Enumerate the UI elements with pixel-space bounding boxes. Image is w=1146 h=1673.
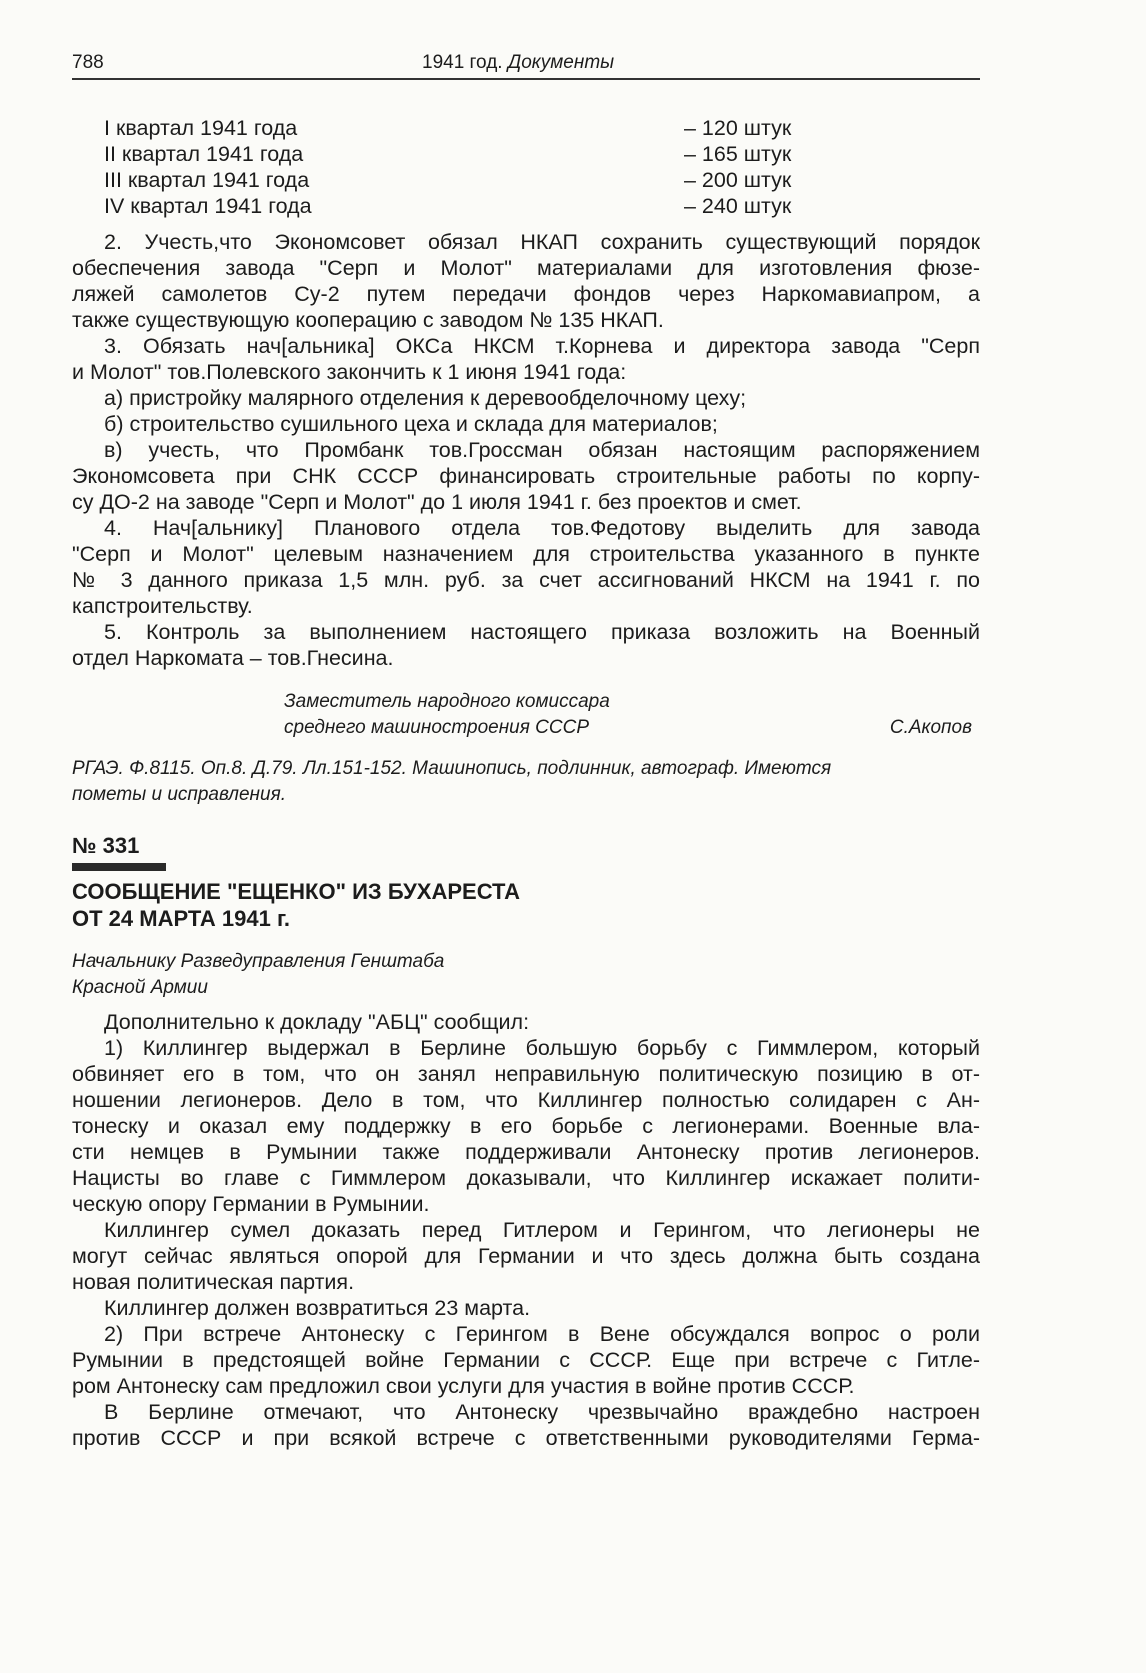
paragraph bbox=[72, 1035, 980, 1217]
quarter-row bbox=[72, 115, 980, 141]
page-number: 788 bbox=[72, 52, 104, 73]
text-line: против СССР и при всякой встрече с ответственными руководителями Герма- bbox=[72, 1426, 980, 1450]
text-line: отдел Наркомата – тов.Гнесина. bbox=[72, 646, 394, 670]
quarter-row bbox=[72, 167, 980, 193]
text-line: "Серп и Молот" целевым назначением для строительства указанного в пункте bbox=[72, 542, 980, 566]
title-line-2: ОТ 24 МАРТА 1941 г. bbox=[72, 906, 291, 931]
text-line: Дополнительно к докладу "АБЦ" сообщил: bbox=[104, 1010, 530, 1034]
document-number: № 331 bbox=[72, 833, 140, 858]
text-line: 1) Киллингер выдержал в Берлине большую борьбу с Гиммлером, который bbox=[104, 1036, 980, 1060]
archival-source bbox=[72, 756, 980, 808]
paragraph bbox=[72, 515, 980, 619]
text-line: ляжей самолетов Су-2 путем передачи фондов через Наркомавиапром, а bbox=[72, 282, 980, 306]
addressee-line-2: Красной Армии bbox=[72, 977, 208, 998]
text-line: Киллингер должен возвратиться 23 марта. bbox=[104, 1296, 531, 1320]
text-line: ческую опору Германии в Румынии. bbox=[72, 1192, 430, 1216]
quarter-value: – 240 штук bbox=[684, 194, 792, 218]
paragraph bbox=[72, 1217, 980, 1295]
paragraph bbox=[72, 1399, 980, 1451]
addressee-line-1: Начальнику Разведуправления Генштаба bbox=[72, 951, 445, 972]
quarter-value: – 165 штук bbox=[684, 142, 792, 166]
signer-position-2: среднего машиностроения СССР bbox=[284, 717, 590, 738]
paragraph bbox=[72, 385, 980, 411]
paragraph bbox=[72, 1321, 980, 1399]
quarter-row bbox=[72, 141, 980, 167]
quarter-value: – 120 штук bbox=[684, 116, 792, 140]
text-line: 2) При встрече Антонеску с Герингом в Вене обсуждался вопрос о роли bbox=[104, 1322, 980, 1346]
paragraph bbox=[72, 619, 980, 671]
quarter-label: I квартал 1941 года bbox=[104, 116, 298, 140]
text-line: Экономсовета при СНК СССР финансировать строительные работы по корпу- bbox=[72, 464, 980, 488]
text-line: 5. Контроль за выполнением настоящего приказа возложить на Военный bbox=[104, 620, 980, 644]
quarter-label: III квартал 1941 года bbox=[104, 168, 310, 192]
text-line: № 3 данного приказа 1,5 млн. руб. за счет ассигнований НКСМ на 1941 г. по bbox=[72, 568, 980, 592]
paragraph bbox=[72, 437, 980, 515]
paragraph bbox=[72, 229, 980, 333]
source-line-1: РГАЭ. Ф.8115. Оп.8. Д.79. Лл.151-152. Машинопись, подлинник, автограф. Имеются bbox=[72, 758, 832, 779]
signer-position-1: Заместитель народного комиссара bbox=[284, 691, 610, 712]
text-line: Нацисты во главе с Гиммлером доказывали, что Киллингер искажает полити- bbox=[72, 1166, 980, 1190]
text-line: су ДО-2 на заводе "Серп и Молот" до 1 июля 1941 г. без проектов и смет. bbox=[72, 490, 802, 514]
title-line-1: СООБЩЕНИЕ "ЕЩЕНКО" ИЗ БУХАРЕСТА bbox=[72, 879, 520, 904]
quarter-label: IV квартал 1941 года bbox=[104, 194, 312, 218]
signer-position-2-row bbox=[72, 715, 980, 741]
text-line: могут сейчас являться опорой для Германии и что здесь должна быть создана bbox=[72, 1244, 980, 1268]
text-line: обеспечения завода "Серп и Молот" материалами для изготовления фюзе- bbox=[72, 256, 980, 280]
quarter-label: II квартал 1941 года bbox=[104, 142, 304, 166]
text-line: сти немцев в Румынии также поддерживали Антонеску против легионеров. bbox=[72, 1140, 980, 1164]
text-line: а) пристройку малярного отделения к деревообделочному цеху; bbox=[104, 386, 747, 410]
text-line: ром Антонеску сам предложил свои услуги для участия в войне против СССР. bbox=[72, 1374, 855, 1398]
quarter-list bbox=[72, 115, 980, 219]
running-title bbox=[422, 52, 614, 74]
text-line: ношении легионеров. Дело в том, что Киллингер полностью солидарен с Ан- bbox=[72, 1088, 980, 1112]
text-line: также существующую кооперацию с заводом № 135 НКАП. bbox=[72, 308, 664, 332]
text-line: Киллингер сумел доказать перед Гитлером и Герингом, что легионеры не bbox=[104, 1218, 980, 1242]
quarter-row bbox=[72, 193, 980, 219]
running-title-year: 1941 год. bbox=[422, 52, 503, 73]
text-line: и Молот" тов.Полевского закончить к 1 июня 1941 года: bbox=[72, 360, 627, 384]
document-title bbox=[72, 878, 980, 932]
running-header bbox=[72, 50, 980, 80]
text-line: Румынии в предстоящей войне Германии с СССР. Еще при встрече с Гитле- bbox=[72, 1348, 980, 1372]
signature-block bbox=[72, 689, 980, 741]
text-line: 4. Нач[альнику] Планового отдела тов.Федотову выделить для завода bbox=[104, 516, 980, 540]
text-line: б) строительство сушильного цеха и склада для материалов; bbox=[104, 412, 718, 436]
text-line: в) учесть, что Промбанк тов.Гроссман обязан настоящим распоряжением bbox=[104, 438, 980, 462]
text-line: тонеску и оказал ему поддержку в его борьбе с легионерами. Военные вла- bbox=[72, 1114, 980, 1138]
paragraph bbox=[72, 411, 980, 437]
text-line: В Берлине отмечают, что Антонеску чрезвычайно враждебно настроен bbox=[104, 1400, 980, 1424]
text-line: 3. Обязать нач[альника] ОКСа НКСМ т.Корнева и директора завода "Серп bbox=[104, 334, 980, 358]
source-line-2: пометы и исправления. bbox=[72, 784, 287, 805]
document-331-body bbox=[72, 1009, 980, 1451]
text-line: 2. Учесть,что Экономсовет обязал НКАП сохранить существующий порядок bbox=[104, 230, 980, 254]
document-330-body bbox=[72, 229, 980, 671]
quarter-value: – 200 штук bbox=[684, 168, 792, 192]
running-title-section: Документы bbox=[507, 52, 615, 73]
paragraph bbox=[72, 1295, 980, 1321]
paragraph bbox=[72, 333, 980, 385]
paragraph bbox=[72, 1009, 980, 1035]
text-line: обвиняет его в том, что он занял неправильную политическую позицию в от- bbox=[72, 1062, 980, 1086]
text-line: новая политическая партия. bbox=[72, 1270, 355, 1294]
addressee bbox=[72, 949, 980, 1001]
text-line: капстроительству. bbox=[72, 594, 253, 618]
signer-name: С.Акопов bbox=[889, 717, 972, 738]
number-underline-bar bbox=[72, 863, 166, 871]
